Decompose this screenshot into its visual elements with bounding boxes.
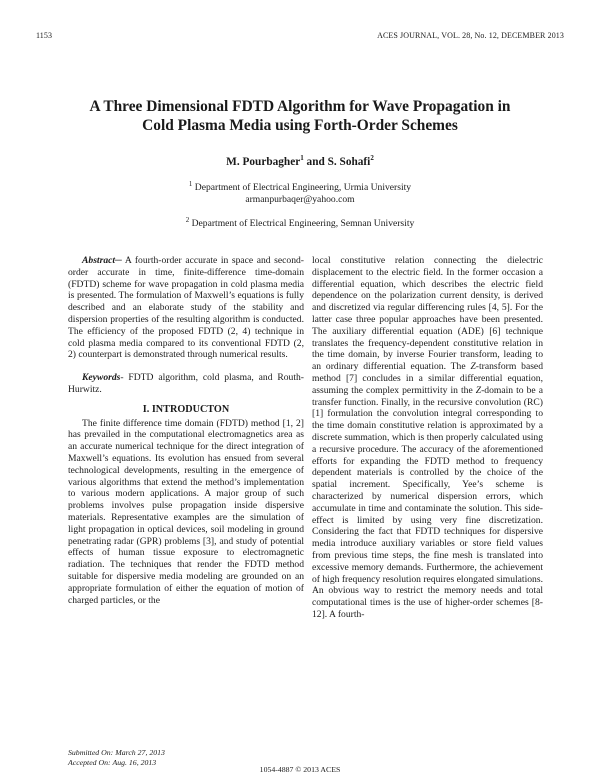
affiliation-1	[0, 179, 600, 206]
right-text-3: -domain to be a transfer function. Finally, in the recursive convolution (RC) [1] formulation the convolution integral corresponding to the time domain constitutive relation is approximated by a discrete summation, which is then properly calculated using a recursive procedure. The accuracy of the aforementioned efforts for expanding the FDTD method to frequency dependent materials is controlled by the choice of the spatial increment. Specifically, Yee’s scheme is characterized by numerical dispersion errors, which accumulate in time and contaminate the solution. This side-effect is limited by using very fine discretization. Considering the fact that FDTD techniques for dispersive media introduce auxiliary variables or store field values from previous time steps, the fine mesh is translated into excessive memory demands. Furthermore, the achievement of high frequency resolution requires elongated simulations. An obvious way to restrict the memory needs and total computational times is the use of higher-order schemes [8-12]. A fourth-	[312, 384, 543, 620]
author-1: M. Pourbagher	[226, 156, 301, 168]
affiliation-1-text: Department of Electrical Engineering, Urmia University	[192, 182, 412, 193]
left-column	[68, 255, 304, 606]
affiliation-2-mark: 2	[185, 215, 190, 224]
author-2: S. Sohafi	[327, 156, 371, 168]
paper-title	[60, 97, 540, 135]
author-email: armanpurbaqer@yahoo.com	[245, 194, 355, 205]
intro-paragraph: The finite difference time domain (FDTD) method [1, 2] has prevailed in the computational electromagnetics area as an accurate numerical technique for the direct integration of Maxwell’s equations. Its evolution has ensued from several technological developments, resulting in the emergence of various algorithms that extend the method’s implementation to various modern applications. A major group of such problems involves pulse propagation inside dispersive materials. Representative examples are the simulation of light propagation in optical devices, soil modeling in ground penetrating radar (GPR) problems [3], and study of potential effects of human tissue exposure to electromagnetic radiation. The techniques that render the FDTD method suitable for dispersive media modeling are grounded on an appropriate formulation of either the equation of motion of charged particles, or the	[68, 417, 304, 606]
affiliation-1-mark: 1	[188, 179, 193, 188]
abstract	[68, 255, 304, 361]
footer-issn: 1054-4887 © 2013 ACES	[259, 765, 341, 774]
affiliation-2	[0, 215, 600, 230]
title-line-1: A Three Dimensional FDTD Algorithm for Wave Propagation in	[89, 98, 511, 115]
section-heading: I. INTRODUCTON	[142, 403, 230, 415]
keywords-text: - FDTD algorithm, cold plasma, and Routh-Hurwitz.	[68, 372, 304, 395]
z-symbol-1: Z	[470, 361, 476, 373]
page-number: 1153	[36, 31, 53, 40]
accepted-date: Accepted On: Aug. 16, 2013	[68, 757, 157, 767]
keywords-label: Keywords	[82, 372, 121, 384]
abstract-label: Abstract─	[82, 255, 122, 266]
journal-header: ACES JOURNAL, VOL. 28, No. 12, DECEMBER 2013	[377, 31, 564, 40]
author-1-mark: 1	[300, 154, 304, 163]
right-column	[312, 255, 543, 621]
affiliation-2-text: Department of Electrical Engineering, Semnan University	[189, 218, 415, 229]
authors-and: and	[303, 156, 328, 168]
submitted-date: Submitted On: March 27, 2013	[68, 748, 165, 757]
right-text-2: -transform based method [7] concludes in a similar differential equation, assuming the complex permittivity in the	[312, 361, 543, 396]
right-column-text	[312, 255, 543, 621]
keywords	[68, 372, 304, 396]
abstract-text: A fourth-order accurate in space and second-order accurate in time, finite-difference time-domain (FDTD) scheme for wave propagation in cold plasma media is presented. The formulation of Maxwell’s equations is fully described and an elaborate study of the stability and dispersion properties of the resulting algorithm is conducted. The efficiency of the proposed FDTD (2, 4) technique in cold plasma media compared to its conventional FDTD (2, 2) counterpart is demonstrated through numerical results.	[68, 255, 304, 361]
title-line-2: Cold Plasma Media using Forth-Order Schemes	[142, 117, 458, 134]
right-text-1: local constitutive relation connecting the dielectric displacement to the electric field. In the former occasion a differential equation, which describes the electric field dependence on the polarization current density, is derived and discretized via regular differencing rules [4, 5]. For the latter case three popular approaches have been presented. The auxiliary differential equation (ADE) [6] technique translates the frequency-dependent constitutive relation in the time domain, by inverse Fourier transform, leading to an ordinary differential equation. The	[312, 255, 543, 373]
authors	[0, 156, 600, 168]
z-symbol-2: Z	[475, 384, 482, 396]
author-2-mark: 2	[370, 154, 374, 163]
